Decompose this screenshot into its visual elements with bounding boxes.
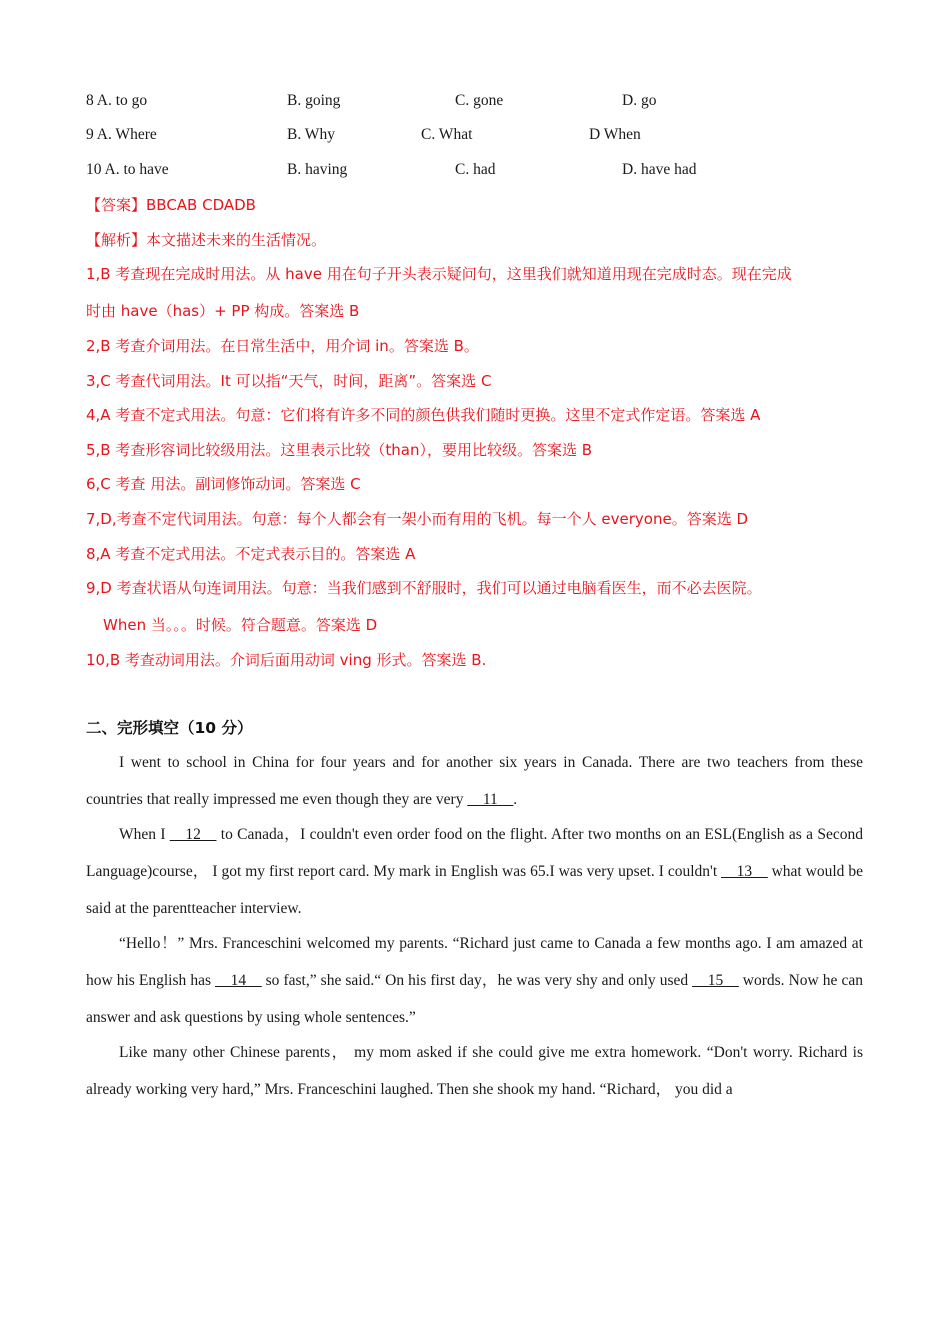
option-b: B. Why	[287, 126, 335, 143]
option-d: D When	[589, 126, 641, 143]
blank-15: __15__	[692, 972, 739, 989]
explanation-line: 3,C 考查代词用法。It 可以指“天气，时间，距离”。答案选 C	[86, 372, 492, 390]
blank-12: __12__	[169, 826, 217, 843]
passage-text: to Canada，I couldn't even order food on the flight. After two months on an ESL(English as a Second Language)course， I got my first report card. My mark in English was 65.I was very upset. I couldn't	[86, 826, 864, 880]
blank-11: __11__	[467, 791, 514, 808]
explanation-line: 2,B 考查介词用法。在日常生活中，用介词 in。答案选 B。	[86, 337, 479, 355]
option-c: C. had	[455, 161, 496, 178]
option-b: B. having	[287, 161, 348, 178]
option-c: C. gone	[455, 92, 504, 109]
option-d: D. go	[622, 92, 657, 109]
option-d: D. have had	[622, 161, 697, 178]
option-a: 9 A. Where	[86, 126, 157, 143]
explanation-line: 5,B 考查形容词比较级用法。这里表示比较（than），要用比较级。答案选 B	[86, 441, 593, 459]
explanation-line: 4,A 考查不定式用法。句意：它们将有许多不同的颜色供我们随时更换。这里不定式作定语。答案选 A	[86, 406, 761, 424]
passage-text: so fast,” she said.“ On his first day，he was very shy and only used	[261, 972, 693, 989]
option-a: 10 A. to have	[86, 161, 169, 178]
passage-paragraph-1	[86, 744, 863, 818]
passage-text: words. Now he can answer and ask questions by using whole sentences.”	[86, 972, 863, 1026]
explanation-line: 8,A 考查不定式用法。不定式表示目的。答案选 A	[86, 545, 416, 563]
passage-text: what would be said at the parentteacher interview.	[86, 863, 863, 917]
explanation-line: 9,D 考查状语从句连词用法。句意：当我们感到不舒服时，我们可以通过电脑看医生，而不必去医院。	[86, 579, 762, 597]
analysis-intro: 【解析】本文描述未来的生活情况。	[86, 231, 327, 249]
explanation-line: 时由 have（has）+ PP 构成。答案选 B	[86, 302, 360, 320]
explanation-line: When 当。。。时候。符合题意。答案选 D	[103, 616, 378, 634]
passage-text: When I	[119, 826, 170, 843]
answer-key: 【答案】BBCAB CDADB	[86, 196, 256, 214]
passage-paragraph-3	[86, 925, 863, 1036]
section-title: 二、完形填空（10 分）	[86, 719, 253, 737]
option-b: B. going	[287, 92, 341, 109]
passage-text: Like many other Chinese parents， my mom asked if she could give me extra homework. “Don't worry. Richard is already working very hard,” Mrs. Franceschini laughed. Then she shook my hand. “Richard， you did a	[86, 1044, 863, 1098]
explanation-line: 10,B 考查动词用法。介词后面用动词 ving 形式。答案选 B.	[86, 651, 487, 669]
option-c: C. What	[421, 126, 473, 143]
blank-14: __14__	[215, 972, 262, 989]
passage-text: “Hello！” Mrs. Franceschini welcomed my parents. “Richard just came to Canada a few months ago. I am amazed at how his English has	[86, 935, 863, 989]
explanation-line: 1,B 考查现在完成时用法。从 have 用在句子开头表示疑问句，这里我们就知道用现在完成时态。现在完成	[86, 265, 792, 283]
option-a: 8 A. to go	[86, 92, 148, 109]
explanation-line: 6,C 考查 用法。副词修饰动词。答案选 C	[86, 475, 361, 493]
passage-text: .	[513, 791, 518, 808]
passage-text: I went to school in China for four years and for another six years in Canada. There are two teachers from these countries that really impressed me even though they are very	[86, 754, 863, 808]
passage-paragraph-4	[86, 1034, 863, 1108]
passage-paragraph-2	[86, 816, 863, 927]
blank-13: __13__	[721, 863, 768, 880]
explanation-line: 7,D,考查不定代词用法。句意：每个人都会有一架小而有用的飞机。每一个人 everyone。答案选 D	[86, 510, 749, 528]
